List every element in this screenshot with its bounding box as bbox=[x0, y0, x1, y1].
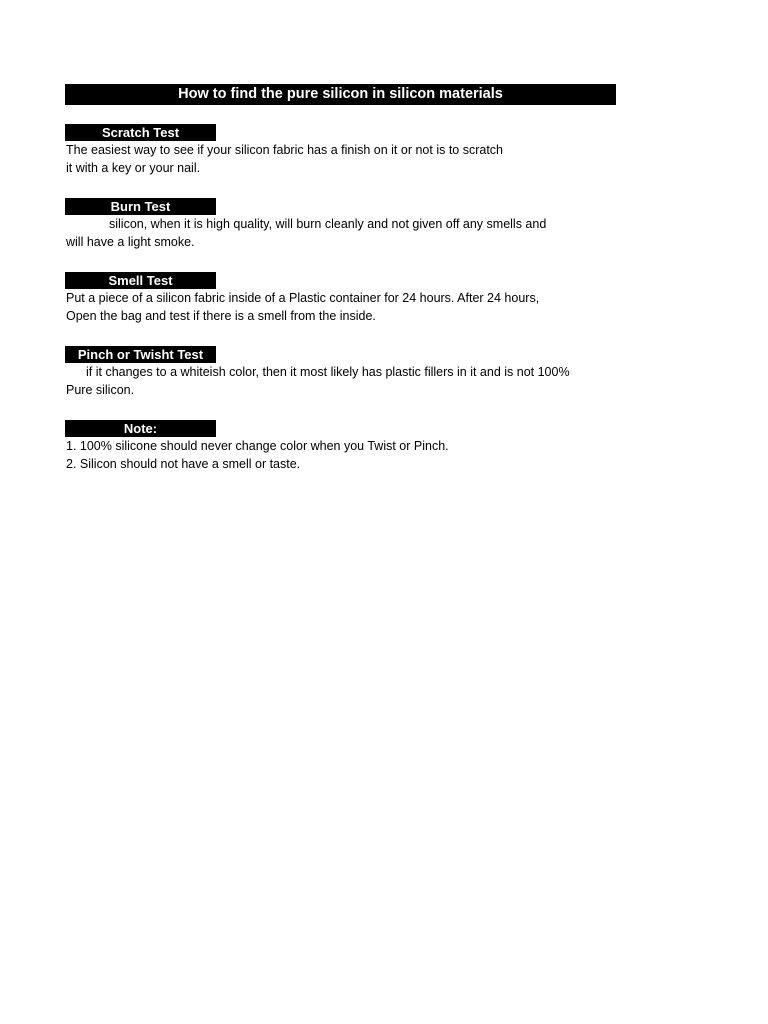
section-text-line: if it changes to a whiteish color, then it most likely has plastic fillers in it and is not 100% bbox=[86, 365, 570, 379]
section-text-line: Pure silicon. bbox=[66, 383, 135, 397]
section-note bbox=[65, 420, 625, 473]
section-burn-test bbox=[65, 198, 625, 251]
section-text-line: it with a key or your nail. bbox=[66, 161, 201, 175]
section-text-line: The easiest way to see if your silicon fabric has a finish on it or not is to scratch bbox=[66, 143, 504, 157]
section-heading: Burn Test bbox=[65, 198, 216, 215]
section-heading: Pinch or Twisht Test bbox=[65, 346, 216, 363]
section-text-line: Put a piece of a silicon fabric inside of a Plastic container for 24 hours. After 24 hours, bbox=[66, 291, 540, 305]
section-text-line: Open the bag and test if there is a smell from the inside. bbox=[66, 309, 376, 323]
section-pinch-or-twist-test bbox=[65, 346, 625, 399]
section-text-line: silicon, when it is high quality, will burn cleanly and not given off any smells and bbox=[109, 217, 547, 231]
section-heading: Smell Test bbox=[65, 272, 216, 289]
document-title: How to find the pure silicon in silicon materials bbox=[65, 84, 616, 105]
section-text-line: will have a light smoke. bbox=[66, 235, 195, 249]
note-item: 1. 100% silicone should never change color when you Twist or Pinch. bbox=[66, 439, 449, 453]
note-item: 2. Silicon should not have a smell or taste. bbox=[66, 457, 301, 471]
section-heading: Scratch Test bbox=[65, 124, 216, 141]
section-smell-test bbox=[65, 272, 625, 325]
section-heading: Note: bbox=[65, 420, 216, 437]
section-scratch-test bbox=[65, 124, 625, 177]
